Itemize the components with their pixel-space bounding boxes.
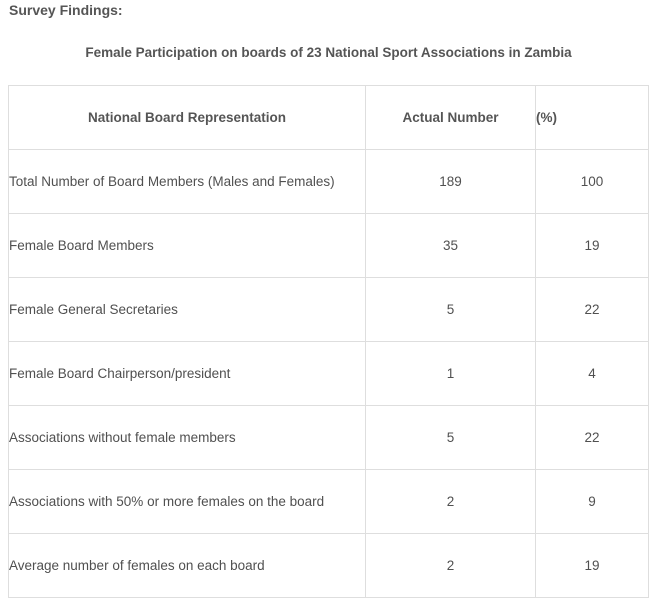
table-row <box>9 150 649 214</box>
row-label: Associations with 50% or more females on the board <box>9 470 366 534</box>
row-label: Associations without female members <box>9 406 366 470</box>
row-actual-number: 1 <box>366 342 536 406</box>
header-percent: (%) <box>536 86 649 150</box>
table-row <box>9 406 649 470</box>
findings-table <box>8 85 649 598</box>
row-label: Female General Secretaries <box>9 278 366 342</box>
row-percent: 22 <box>536 406 649 470</box>
row-actual-number: 189 <box>366 150 536 214</box>
row-label: Female Board Members <box>9 214 366 278</box>
table-caption: Female Participation on boards of 23 National Sport Associations in Zambia <box>85 45 572 60</box>
header-actual-number: Actual Number <box>366 86 536 150</box>
row-actual-number: 5 <box>366 278 536 342</box>
row-label: Total Number of Board Members (Males and Females) <box>9 150 366 214</box>
table-row <box>9 278 649 342</box>
row-label: Average number of females on each board <box>9 534 366 598</box>
row-percent: 4 <box>536 342 649 406</box>
header-board-representation: National Board Representation <box>9 86 366 150</box>
row-percent: 19 <box>536 214 649 278</box>
table-body <box>9 150 649 598</box>
row-actual-number: 2 <box>366 470 536 534</box>
table-header <box>9 86 649 150</box>
section-heading: Survey Findings: <box>9 2 123 18</box>
table-row <box>9 470 649 534</box>
row-actual-number: 35 <box>366 214 536 278</box>
header-row <box>9 86 649 150</box>
row-percent: 22 <box>536 278 649 342</box>
row-percent: 9 <box>536 470 649 534</box>
table-row <box>9 534 649 598</box>
table-row <box>9 214 649 278</box>
row-actual-number: 2 <box>366 534 536 598</box>
row-percent: 19 <box>536 534 649 598</box>
table-row <box>9 342 649 406</box>
row-actual-number: 5 <box>366 406 536 470</box>
row-label: Female Board Chairperson/president <box>9 342 366 406</box>
row-percent: 100 <box>536 150 649 214</box>
